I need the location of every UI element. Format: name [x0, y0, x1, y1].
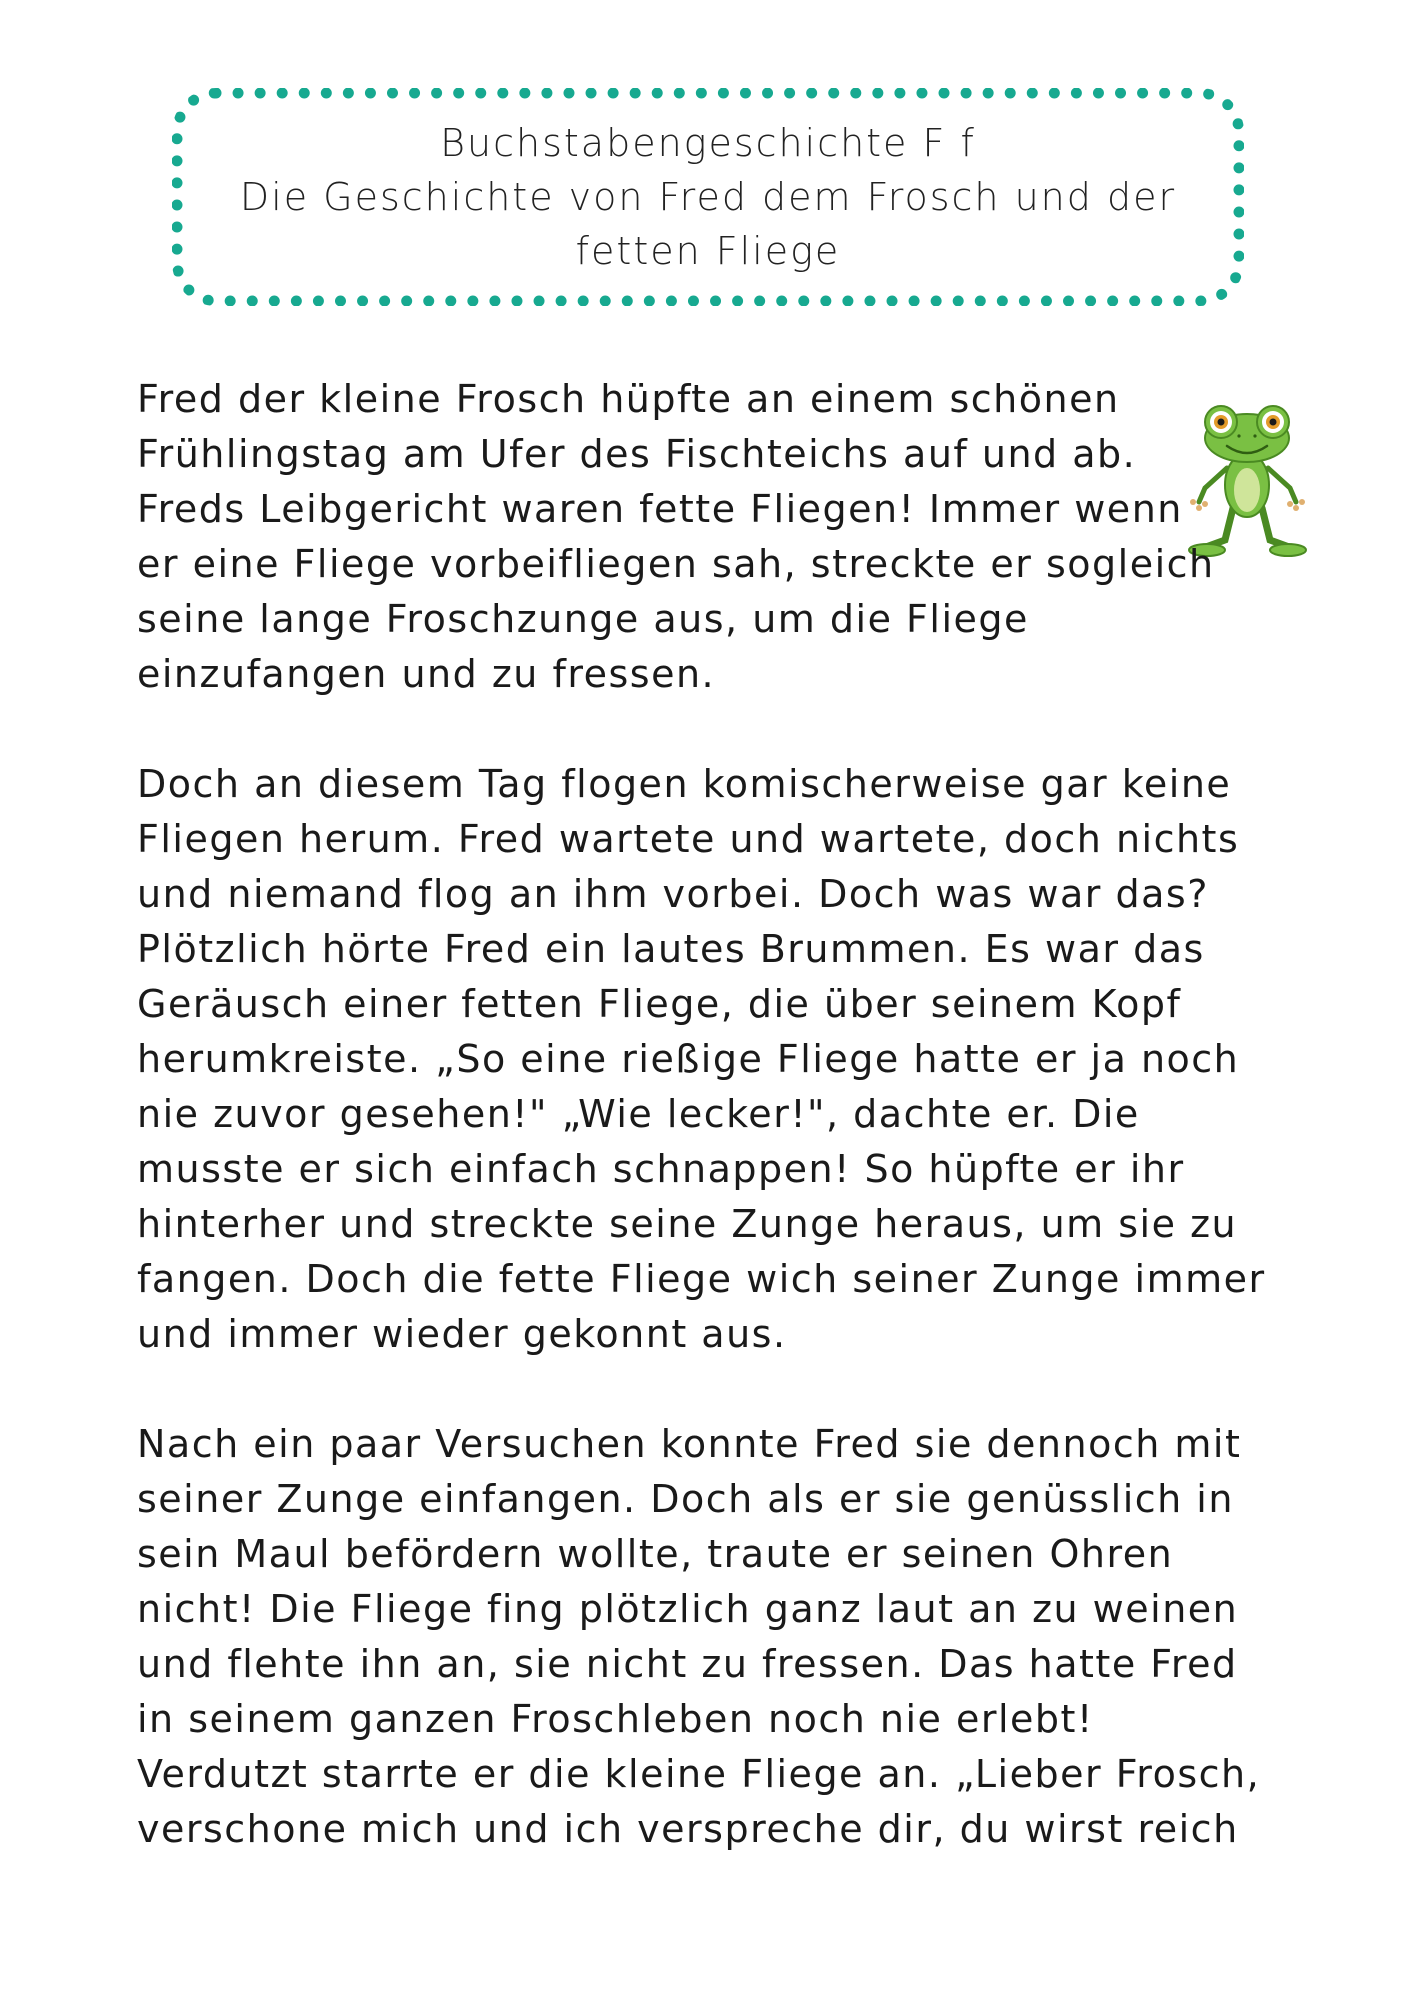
text-line: er eine Fliege vorbeifliegen sah, streckte er sogleich	[137, 542, 1215, 586]
text-line: verschone mich und ich verspreche dir, du wirst reich	[137, 1807, 1239, 1851]
text-line: Geräusch einer fetten Fliege, die über seinem Kopf	[137, 982, 1182, 1026]
text-line: Freds Leibgericht waren fette Fliegen! Immer wenn	[137, 487, 1183, 531]
text-line: herumkreiste. „So eine rießige Fliege hatte er ja noch	[137, 1037, 1240, 1081]
title-line-1: Buchstabengeschichte F f	[440, 121, 976, 165]
text-line: nie zuvor gesehen!" „Wie lecker!", dachte er. Die	[137, 1092, 1140, 1136]
text-line: seiner Zunge einfangen. Doch als er sie genüsslich in	[137, 1477, 1234, 1521]
title-line-3: fetten Fliege	[575, 229, 841, 273]
text-line: Fliegen herum. Fred wartete und wartete, doch nichts	[137, 817, 1240, 861]
paragraph-1	[137, 372, 1217, 702]
text-line: Plötzlich hörte Fred ein lautes Brummen. Es war das	[137, 927, 1205, 971]
text-line: Nach ein paar Versuchen konnte Fred sie dennoch mit	[137, 1422, 1242, 1466]
text-line: seine lange Froschzunge aus, um die Fliege	[137, 597, 1029, 641]
text-line: Doch an diesem Tag flogen komischerweise gar keine	[137, 762, 1232, 806]
text-line: Fred der kleine Frosch hüpfte an einem schönen	[137, 377, 1120, 421]
title-line-2: Die Geschichte von Fred dem Frosch und der	[239, 175, 1177, 219]
text-line: fangen. Doch die fette Fliege wich seiner Zunge immer	[137, 1257, 1266, 1301]
text-line: Verdutzt starrte er die kleine Fliege an. „Lieber Frosch,	[137, 1752, 1261, 1796]
text-line: nicht! Die Fliege fing plötzlich ganz laut an zu weinen	[137, 1587, 1239, 1631]
text-line: und flehte ihn an, sie nicht zu fressen. Das hatte Fred	[137, 1642, 1238, 1686]
text-line: einzufangen und zu fressen.	[137, 652, 716, 696]
paragraph-2	[137, 757, 1266, 1362]
text-line: Frühlingstag am Ufer des Fischteichs auf und ab.	[137, 432, 1137, 476]
title-frame	[172, 88, 1244, 306]
text-line: hinterher und streckte seine Zunge heraus, um sie zu	[137, 1202, 1238, 1246]
text-line: musste er sich einfach schnappen! So hüpfte er ihr	[137, 1147, 1185, 1191]
story-text	[137, 372, 1266, 1912]
text-line: in seinem ganzen Froschleben noch nie erlebt!	[137, 1697, 1094, 1741]
text-line: und niemand flog an ihm vorbei. Doch was war das?	[137, 872, 1209, 916]
text-line: sein Maul befördern wollte, traute er seinen Ohren	[137, 1532, 1174, 1576]
paragraph-3	[137, 1417, 1261, 1857]
text-line: und immer wieder gekonnt aus.	[137, 1312, 787, 1356]
